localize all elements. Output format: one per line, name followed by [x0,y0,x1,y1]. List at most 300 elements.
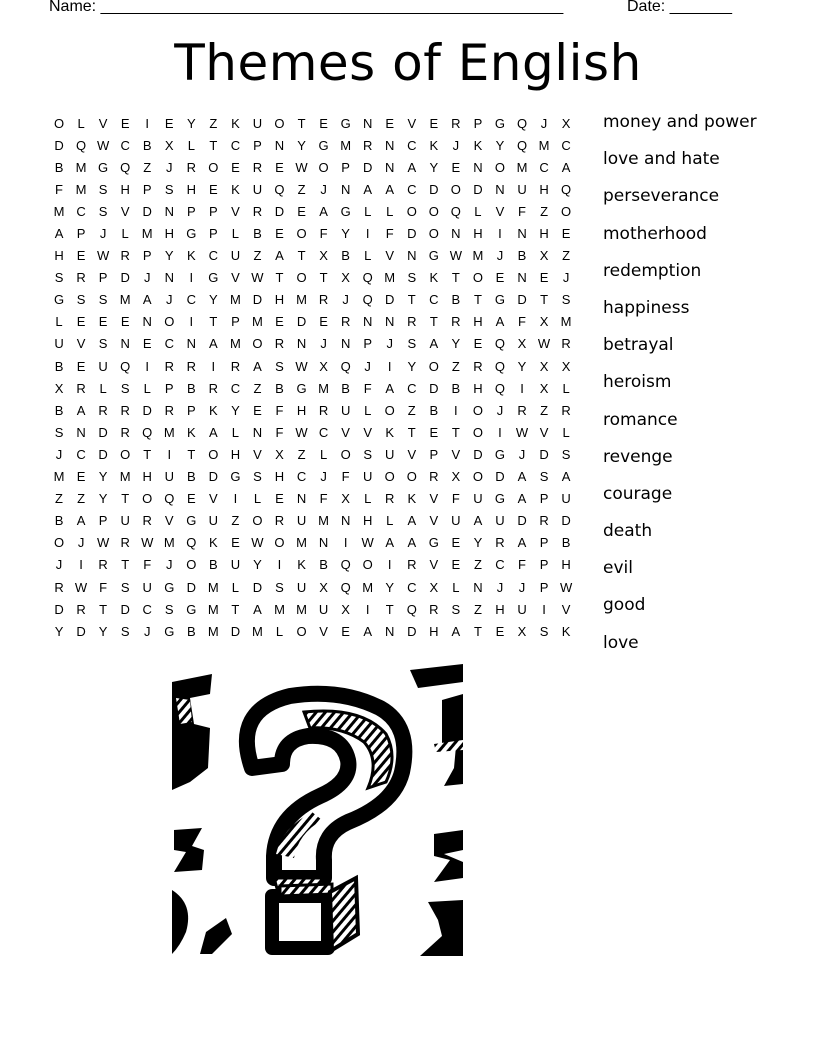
grid-letter: J [99,226,107,242]
grid-letter: D [120,270,130,286]
grid-letter: P [164,380,174,396]
grid-letter: K [209,402,218,418]
grid-letter: S [539,623,549,639]
grid-letter: M [296,601,307,617]
grid-letter: B [341,248,350,264]
grid-letter: P [76,226,86,242]
grid-letter: Y [209,292,218,308]
grid-letter: I [542,601,546,617]
word-list-item: happiness [603,297,690,318]
grid-letter: Z [562,248,571,264]
grid-letter: H [539,226,549,242]
grid-letter: E [76,469,86,485]
grid-letter: D [517,292,527,308]
word-list-item: death [603,521,653,542]
grid-letter: W [515,424,529,440]
grid-letter: P [209,226,218,242]
grid-letter: M [318,513,329,529]
grid-letter: Y [164,248,174,264]
word-list-item: revenge [603,446,673,467]
grid-letter: X [164,137,174,153]
grid-letter: L [474,203,482,219]
grid-letter: G [494,292,506,308]
grid-letter: R [451,115,461,131]
grid-letter: W [141,535,154,551]
grid-letter: B [275,380,284,396]
grid-letter: G [494,491,506,507]
grid-letter: M [538,137,550,153]
grid-letter: N [362,115,373,131]
grid-letter: A [76,402,86,418]
grid-letter: P [209,203,218,219]
grid-letter: P [539,491,549,507]
grid-letter: E [429,115,439,131]
grid-letter: L [231,424,240,440]
grid-letter: L [253,491,262,507]
grid-letter: I [365,601,370,617]
grid-letter: T [407,292,416,308]
grid-letter: X [539,380,549,396]
grid-letter: A [275,248,284,264]
grid-letter: F [143,557,152,573]
grid-letter: E [297,203,306,219]
grid-letter: P [473,115,483,131]
grid-letter: D [407,226,417,242]
grid-letter: B [253,226,262,242]
grid-letter: K [186,248,196,264]
grid-letter: U [230,557,241,573]
grid-letter: A [253,358,262,374]
grid-letter: P [341,159,350,175]
grid-letter: X [341,270,350,286]
grid-letter: A [142,292,152,308]
grid-row [48,178,577,200]
grid-letter: J [496,579,504,595]
grid-letter: R [76,380,86,396]
grid-letter: W [361,535,374,551]
grid-letter: M [296,535,307,551]
grid-letter: V [231,270,240,286]
grid-letter: D [473,181,483,197]
grid-letter: J [496,248,504,264]
grid-letter: D [539,446,549,462]
grid-letter: I [498,226,502,242]
grid-letter: N [318,535,329,551]
grid-letter: X [341,491,350,507]
grid-letter: M [560,314,572,330]
grid-letter: J [55,557,63,573]
grid-letter: W [559,579,573,595]
grid-letter: L [364,248,372,264]
grid-letter: G [98,159,109,175]
grid-letter: Y [407,358,417,374]
grid-letter: H [495,601,505,617]
grid-letter: F [275,424,284,440]
grid-letter: W [96,248,110,264]
grid-letter: D [473,446,483,462]
grid-letter: Q [340,579,351,595]
grid-letter: J [143,270,151,286]
grid-letter: X [451,469,461,485]
grid-letter: H [142,469,152,485]
grid-letter: V [319,623,328,639]
date-field: Date: _______ [627,0,732,15]
grid-letter: D [186,579,196,595]
grid-letter: H [561,557,571,573]
grid-letter: R [517,402,527,418]
grid-letter: P [98,270,108,286]
grid-letter: X [319,248,328,264]
grid-letter: S [98,292,108,308]
grid-row [48,267,577,289]
grid-letter: N [385,623,395,639]
grid-letter: G [186,601,197,617]
grid-letter: A [517,535,527,551]
grid-letter: L [187,137,195,153]
grid-letter: D [208,469,219,485]
grid-row [48,620,577,642]
grid-letter: M [207,579,219,595]
grid-letter: U [296,513,307,529]
grid-letter: E [76,358,86,374]
grid-letter: D [362,159,373,175]
grid-letter: Q [340,358,351,374]
grid-letter: Q [186,535,197,551]
grid-letter: R [186,358,196,374]
grid-letter: P [539,579,549,595]
grid-letter: V [231,203,240,219]
grid-letter: Y [98,469,108,485]
grid-letter: L [562,380,570,396]
grid-letter: I [189,270,194,286]
grid-letter: N [252,424,263,440]
grid-letter: I [189,314,194,330]
grid-letter: Y [451,336,461,352]
grid-letter: W [295,159,308,175]
grid-letter: E [76,248,86,264]
grid-letter: H [473,314,483,330]
grid-letter: K [429,137,439,153]
grid-letter: S [253,469,262,485]
grid-row [48,222,577,244]
grid-letter: R [451,314,461,330]
grid-letter: O [561,203,572,219]
grid-letter: O [428,226,439,242]
grid-letter: R [120,535,130,551]
word-list-item: redemption [603,260,702,281]
grid-letter: Q [164,491,175,507]
grid-letter: R [318,402,329,418]
grid-letter: N [296,491,307,507]
grid-letter: Y [297,137,306,153]
grid-letter: H [539,181,549,197]
grid-letter: X [561,358,571,374]
grid-letter: U [385,446,395,462]
grid-letter: D [76,623,86,639]
grid-letter: E [473,336,483,352]
grid-letter: L [364,203,372,219]
grid-letter: O [494,159,506,175]
grid-letter: A [407,159,417,175]
grid-letter: Q [561,181,572,197]
grid-letter: L [386,203,394,219]
grid-letter: X [319,579,328,595]
grid-letter: S [120,579,130,595]
grid-letter: S [275,358,284,374]
word-list-item: courage [603,483,673,504]
word-list-item: love [603,632,639,653]
grid-letter: J [166,159,173,175]
grid-letter: R [429,469,439,485]
grid-letter: Y [231,402,240,418]
grid-letter: O [406,469,417,485]
grid-letter: I [520,380,524,396]
grid-letter: D [495,469,505,485]
grid-letter: I [277,557,282,573]
grid-letter: N [362,314,373,330]
grid-letter: S [407,336,417,352]
grid-row [48,399,577,421]
grid-row [48,598,577,620]
grid-letter: E [451,535,461,551]
grid-letter: E [275,159,284,175]
grid-letter: C [230,380,241,396]
grid-letter: F [385,226,394,242]
grid-letter: C [539,159,549,175]
grid-letter: D [274,203,285,219]
grid-letter: V [429,557,439,573]
grid-letter: T [407,424,416,440]
grid-letter: D [429,181,439,197]
grid-letter: H [230,446,241,462]
grid-letter: L [364,491,372,507]
grid-letter: Z [209,115,218,131]
grid-letter: O [296,270,307,286]
grid-letter: E [385,115,395,131]
grid-letter: N [164,203,174,219]
grid-letter: B [186,380,196,396]
grid-letter: Q [274,181,285,197]
grid-letter: K [231,115,240,131]
grid-letter: O [472,469,483,485]
grid-letter: J [320,469,327,485]
grid-letter: Z [473,557,482,573]
grid-letter: U [98,358,108,374]
grid-letter: O [472,424,483,440]
grid-letter: E [451,159,461,175]
grid-letter: K [407,491,417,507]
grid-letter: U [54,336,64,352]
grid-letter: Z [77,491,86,507]
grid-letter: U [340,402,351,418]
grid-letter: J [166,557,173,573]
grid-letter: H [274,292,285,308]
grid-letter: I [387,358,392,374]
grid-letter: J [364,358,371,374]
word-list-item: romance [603,409,678,430]
grid-letter: U [208,513,219,529]
grid-letter: D [252,579,263,595]
grid-letter: P [231,314,240,330]
grid-letter: Y [186,115,196,131]
grid-letter: T [297,248,306,264]
grid-letter: Y [385,579,395,595]
grid-row [48,200,577,222]
grid-letter: M [207,601,219,617]
grid-letter: L [99,380,107,396]
grid-letter: A [319,203,328,219]
grid-letter: L [319,446,328,462]
grid-letter: C [230,137,241,153]
grid-letter: G [340,115,351,131]
grid-letter: M [229,292,241,308]
grid-letter: V [539,424,549,440]
grid-letter: T [121,557,130,573]
grid-letter: X [539,314,549,330]
grid-letter: B [186,469,196,485]
grid-letter: M [296,292,307,308]
grid-letter: R [120,424,130,440]
grid-letter: R [98,402,108,418]
grid-letter: L [231,579,240,595]
grid-letter: G [296,380,307,396]
grid-letter: O [362,557,373,573]
grid-letter: W [295,424,308,440]
grid-letter: O [384,469,395,485]
grid-letter: O [120,446,131,462]
grid-letter: R [252,203,263,219]
grid-letter: A [495,314,505,330]
grid-letter: E [275,491,284,507]
grid-letter: M [340,137,352,153]
grid-letter: D [429,380,439,396]
grid-letter: L [275,623,284,639]
grid-letter: T [473,292,482,308]
grid-letter: L [452,579,460,595]
grid-letter: K [385,424,395,440]
grid-letter: I [365,226,370,242]
grid-letter: S [120,623,130,639]
grid-letter: R [561,336,571,352]
grid-letter: Q [516,137,528,153]
grid-letter: D [98,446,108,462]
grid-letter: Q [406,601,417,617]
grid-letter: B [561,535,571,551]
grid-letter: C [208,248,219,264]
grid-letter: Q [494,380,506,396]
grid-letter: V [76,336,86,352]
grid-letter: I [211,358,216,374]
grid-letter: B [451,380,461,396]
grid-letter: R [318,292,329,308]
grid-letter: J [55,446,63,462]
grid-letter: Y [253,557,262,573]
grid-letter: Z [407,402,416,418]
grid-letter: C [296,469,307,485]
grid-letter: P [429,446,439,462]
grid-letter: B [429,402,439,418]
grid-letter: E [341,623,350,639]
grid-letter: F [275,402,284,418]
grid-letter: V [209,491,218,507]
grid-letter: Z [55,491,63,507]
grid-letter: Y [98,623,108,639]
grid-letter: T [385,601,394,617]
grid-letter: J [77,535,85,551]
grid-letter: X [517,623,527,639]
grid-letter: K [429,270,439,286]
grid-letter: V [561,601,571,617]
grid-letter: G [208,270,219,286]
grid-letter: I [387,557,392,573]
grid-letter: N [385,137,395,153]
grid-letter: S [561,446,571,462]
grid-letter: D [120,601,130,617]
grid-letter: O [208,446,219,462]
grid-letter: R [120,248,130,264]
grid-letter: Z [297,181,306,197]
grid-letter: U [142,579,152,595]
grid-letter: K [473,137,483,153]
word-list-item: perseverance [603,186,720,207]
grid-letter: G [186,513,197,529]
grid-letter: J [518,579,526,595]
grid-letter: S [98,203,108,219]
grid-letter: E [120,314,130,330]
grid-letter: E [120,115,130,131]
grid-letter: G [494,115,506,131]
grid-letter: D [142,203,152,219]
grid-letter: V [120,203,130,219]
grid-letter: Y [54,623,64,639]
grid-letter: R [230,358,241,374]
grid-letter: S [164,601,174,617]
grid-letter: I [79,557,83,573]
grid-letter: H [362,513,373,529]
grid-letter: A [363,623,373,639]
grid-letter: A [54,226,64,242]
grid-letter: I [145,115,150,131]
grid-letter: W [449,248,462,264]
grid-letter: Q [76,137,87,153]
grid-letter: A [385,181,395,197]
grid-letter: U [362,469,373,485]
grid-letter: Q [142,424,153,440]
grid-letter: V [407,446,417,462]
grid-letter: Z [231,513,240,529]
grid-letter: M [141,226,153,242]
grid-letter: O [274,535,285,551]
grid-letter: T [429,314,438,330]
grid-letter: Z [473,601,482,617]
grid-letter: U [230,248,241,264]
grid-letter: G [230,469,241,485]
grid-letter: R [164,358,174,374]
grid-letter: M [252,623,263,639]
grid-letter: A [407,535,417,551]
grid-letter: B [54,513,64,529]
grid-letter: P [142,248,152,264]
grid-letter: W [537,336,551,352]
grid-letter: I [145,358,150,374]
grid-letter: O [252,336,263,352]
grid-letter: G [53,292,65,308]
grid-letter: R [54,579,64,595]
grid-letter: A [385,535,395,551]
grid-letter: I [343,535,348,551]
grid-row [48,311,577,333]
grid-letter: F [319,226,328,242]
